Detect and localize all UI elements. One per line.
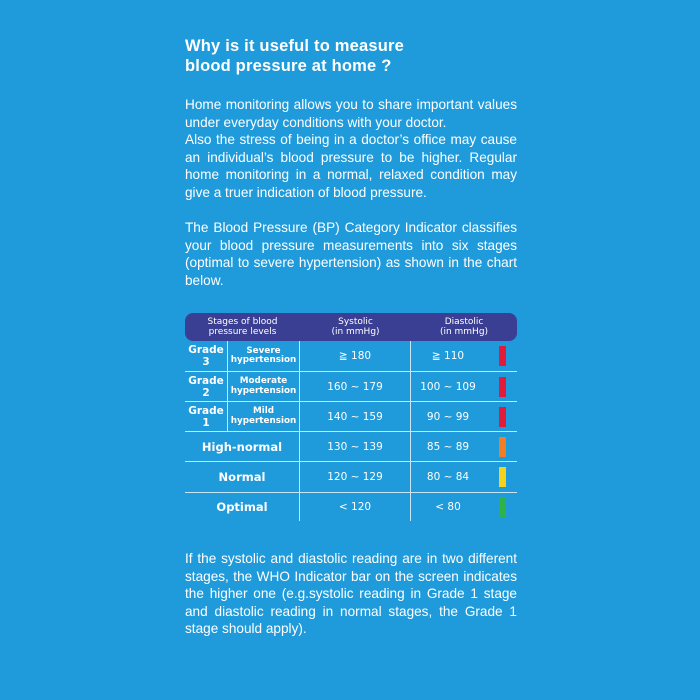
- title-line-2: blood pressure at home ?: [185, 57, 392, 75]
- header-systolic-line2: (in mmHg): [331, 327, 380, 337]
- table-row-optimal: [185, 493, 517, 521]
- grade-label: Grade 3: [185, 341, 228, 371]
- systolic-value: 130 ~ 139: [300, 432, 411, 461]
- table-row-grade-3: [185, 341, 517, 372]
- grade-description: [228, 407, 299, 426]
- diastolic-cell: [411, 402, 517, 431]
- systolic-value: 120 ~ 129: [300, 462, 411, 492]
- stage-label: High-normal: [201, 439, 283, 454]
- table-row-grade-1: [185, 402, 517, 432]
- diastolic-value: 85 ~ 89: [426, 440, 470, 453]
- systolic-value: ≧ 180: [300, 341, 411, 371]
- grade-description: [228, 377, 299, 396]
- diastolic-value: < 80: [435, 501, 461, 513]
- paragraph-who-indicator: If the systolic and diastolic reading are in two different stages, the WHO Indicator bar on the screen indicates the higher one (e.g.systolic reading in Grade 1 stage and diastolic reading in normal stages, the Grade 1 stage should apply).: [185, 551, 517, 636]
- table-row-normal: [185, 462, 517, 493]
- table-row-high-normal: [185, 432, 517, 462]
- header-diastolic: [411, 317, 517, 337]
- stage-cell: [185, 372, 300, 401]
- stage-cell: [185, 341, 300, 371]
- stage-cell: [185, 432, 300, 461]
- paragraph-indicator: The Blood Pressure (BP) Category Indicator classifies your blood pressure measurements into six stages (optimal to severe hypertension) as shown in the chart below.: [185, 220, 517, 288]
- diastolic-value: 80 ~ 84: [426, 471, 470, 483]
- header-stages-line2: pressure levels: [208, 327, 277, 337]
- grade-desc-line2: hypertension: [230, 385, 297, 396]
- systolic-value: < 120: [300, 493, 411, 521]
- paragraph-home-monitoring: Home monitoring allows you to share important values under everyday conditions with your doctor.: [185, 97, 517, 130]
- table-header: [185, 313, 517, 341]
- grade-label: Grade 1: [185, 402, 228, 431]
- stage-cell: [185, 493, 300, 521]
- grade-label: Grade 2: [185, 372, 228, 401]
- grade-desc-line1: Mild: [252, 406, 275, 416]
- diastolic-cell: [411, 372, 517, 401]
- grade-desc-line1: Severe: [246, 345, 281, 356]
- stage-label: Optimal: [216, 500, 268, 514]
- indicator-bar: [499, 346, 506, 366]
- header-systolic: [300, 317, 411, 337]
- indicator-bar: [499, 377, 506, 397]
- indicator-bar: [499, 437, 506, 457]
- indicator-bar: [499, 467, 506, 487]
- bp-category-table: [185, 313, 517, 521]
- header-diastolic-line1: Diastolic: [444, 317, 484, 327]
- diastolic-cell: [411, 432, 517, 461]
- paragraph-stress: Also the stress of being in a doctor’s office may cause an individual’s blood pressure to be higher. Regular home monitoring in a normal, relaxed condition may give a truer indication of blood pressure.: [185, 132, 517, 200]
- diastolic-cell: [411, 493, 517, 521]
- table-row-grade-2: [185, 372, 517, 402]
- grade-desc-line2: hypertension: [230, 355, 297, 365]
- stage-cell: [185, 462, 300, 492]
- grade-desc-line1: Moderate: [239, 376, 288, 386]
- systolic-value: 140 ~ 159: [300, 402, 411, 431]
- indicator-bar: [499, 407, 506, 427]
- systolic-value: 160 ~ 179: [300, 372, 411, 401]
- grade-desc-line2: hypertension: [230, 415, 297, 426]
- grade-description: [228, 347, 299, 366]
- header-stages: [185, 317, 300, 337]
- diastolic-cell: [411, 341, 517, 371]
- diastolic-value: 100 ~ 109: [420, 380, 476, 393]
- title-line-1: Why is it useful to measure: [185, 37, 405, 55]
- diastolic-cell: [411, 462, 517, 492]
- stage-cell: [185, 402, 300, 431]
- content: [185, 36, 517, 638]
- header-systolic-line1: Systolic: [338, 317, 373, 327]
- header-stages-line1: Stages of blood: [207, 317, 278, 327]
- page-title: [185, 36, 517, 76]
- indicator-bar: [499, 497, 506, 517]
- header-diastolic-line2: (in mmHg): [439, 327, 489, 337]
- stage-label: Normal: [218, 470, 266, 484]
- diastolic-value: ≧ 110: [431, 350, 465, 362]
- diastolic-value: 90 ~ 99: [426, 410, 470, 423]
